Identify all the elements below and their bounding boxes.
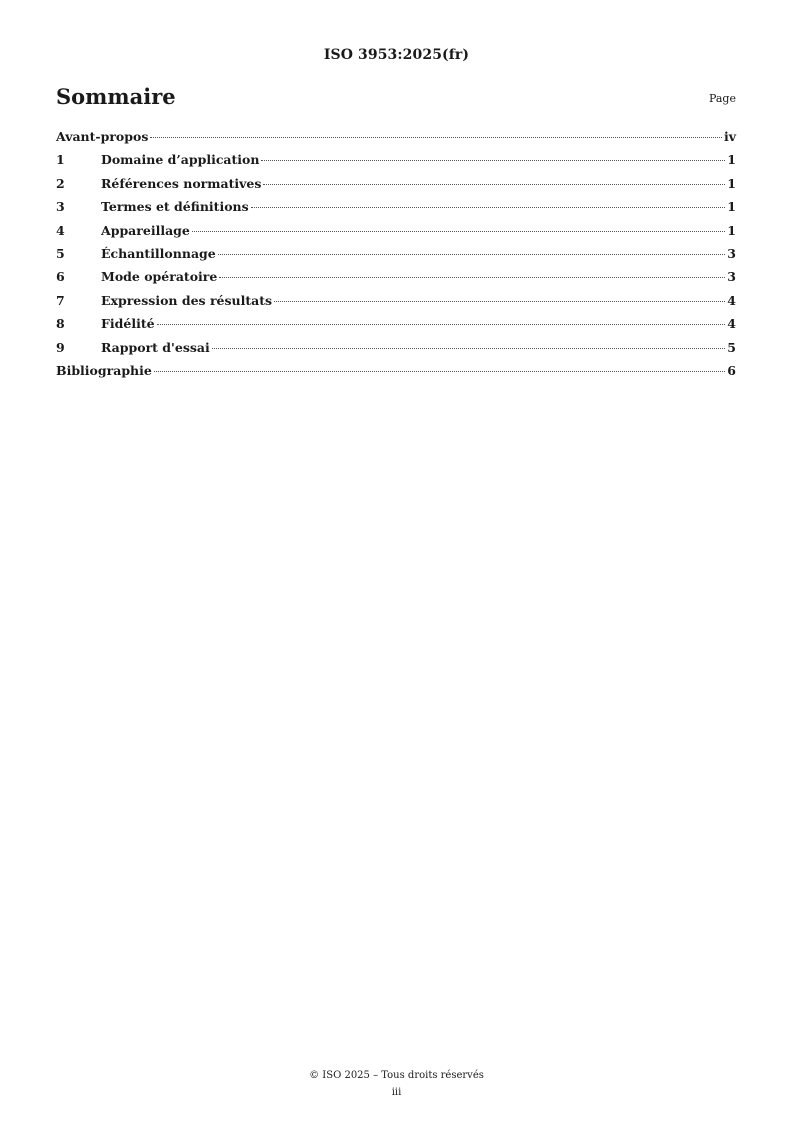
toc-entry-page: 3 (727, 269, 736, 285)
toc-entry-number: 3 (56, 199, 65, 215)
toc-entry-page: 1 (727, 175, 736, 191)
toc-entry-page: 4 (727, 316, 736, 332)
toc-entry-label: Rapport d'essai (101, 339, 210, 355)
toc-entry-rapport-essai[interactable] (56, 340, 736, 363)
toc-leader-dots (192, 231, 725, 232)
toc-entry-termes-definitions[interactable] (56, 199, 736, 222)
toc-entry-number: 6 (56, 269, 65, 285)
toc-entry-bibliographie[interactable] (56, 363, 736, 386)
toc-entry-number: 4 (56, 222, 65, 238)
toc-leader-dots (150, 137, 722, 138)
toc-leader-dots (219, 277, 725, 278)
page-number: iii (391, 1087, 402, 1098)
toc-entry-label: Termes et définitions (101, 199, 249, 215)
page-footer (0, 1067, 793, 1101)
toc-entry-fidelite[interactable] (56, 316, 736, 339)
toc-leader-dots (261, 160, 725, 161)
toc-leader-dots (263, 184, 725, 185)
toc-entry-mode-operatoire[interactable] (56, 269, 736, 292)
toc-entry-number: 7 (56, 292, 65, 308)
toc-entry-page: iv (723, 129, 736, 144)
toc-entry-page: 6 (727, 362, 736, 378)
toc-leader-dots (154, 371, 725, 372)
toc-entry-number: 1 (56, 152, 65, 168)
toc-leader-dots (212, 348, 726, 349)
toc-entry-label: Domaine d’application (101, 152, 260, 168)
toc-entry-page: 1 (727, 222, 736, 238)
toc-entry-number: 9 (56, 339, 65, 355)
toc-leader-dots (218, 254, 726, 255)
toc-entry-echantillonnage[interactable] (56, 246, 736, 269)
toc-entry-appareillage[interactable] (56, 223, 736, 246)
toc-entry-number: 2 (56, 175, 65, 191)
toc-entry-label: Mode opératoire (101, 269, 218, 285)
toc-entry-label: Références normatives (101, 175, 262, 191)
copyright-notice: © ISO 2025 – Tous droits réservés (309, 1070, 484, 1081)
toc-entry-expression-resultats[interactable] (56, 293, 736, 316)
toc-entry-domaine-application[interactable] (56, 152, 736, 175)
toc-entry-page: 5 (727, 339, 736, 355)
toc-entry-page: 1 (727, 152, 736, 168)
toc-leader-dots (251, 207, 726, 208)
toc-entry-label: Expression des résultats (101, 292, 273, 308)
toc-entry-references-normatives[interactable] (56, 176, 736, 199)
toc-leader-dots (157, 324, 726, 325)
toc-heading (56, 84, 736, 114)
toc-entry-label: Appareillage (101, 222, 190, 238)
document-id-header: ISO 3953:2025(fr) (323, 47, 470, 63)
toc-page-column-label: Page (708, 92, 736, 105)
toc-entry-avant-propos[interactable] (56, 129, 736, 152)
toc-entry-page: 1 (727, 199, 736, 215)
table-of-contents (56, 129, 736, 386)
toc-entry-label: Bibliographie (56, 362, 152, 378)
toc-entry-page: 3 (727, 245, 736, 261)
toc-entry-page: 4 (727, 292, 736, 308)
toc-entry-number: 5 (56, 245, 65, 261)
toc-leader-dots (274, 301, 725, 302)
toc-entry-label: Avant-propos (56, 129, 149, 144)
toc-entry-number: 8 (56, 316, 65, 332)
toc-title: Sommaire (56, 84, 176, 109)
toc-entry-label: Échantillonnage (101, 245, 216, 261)
toc-entry-label: Fidélité (101, 316, 155, 332)
